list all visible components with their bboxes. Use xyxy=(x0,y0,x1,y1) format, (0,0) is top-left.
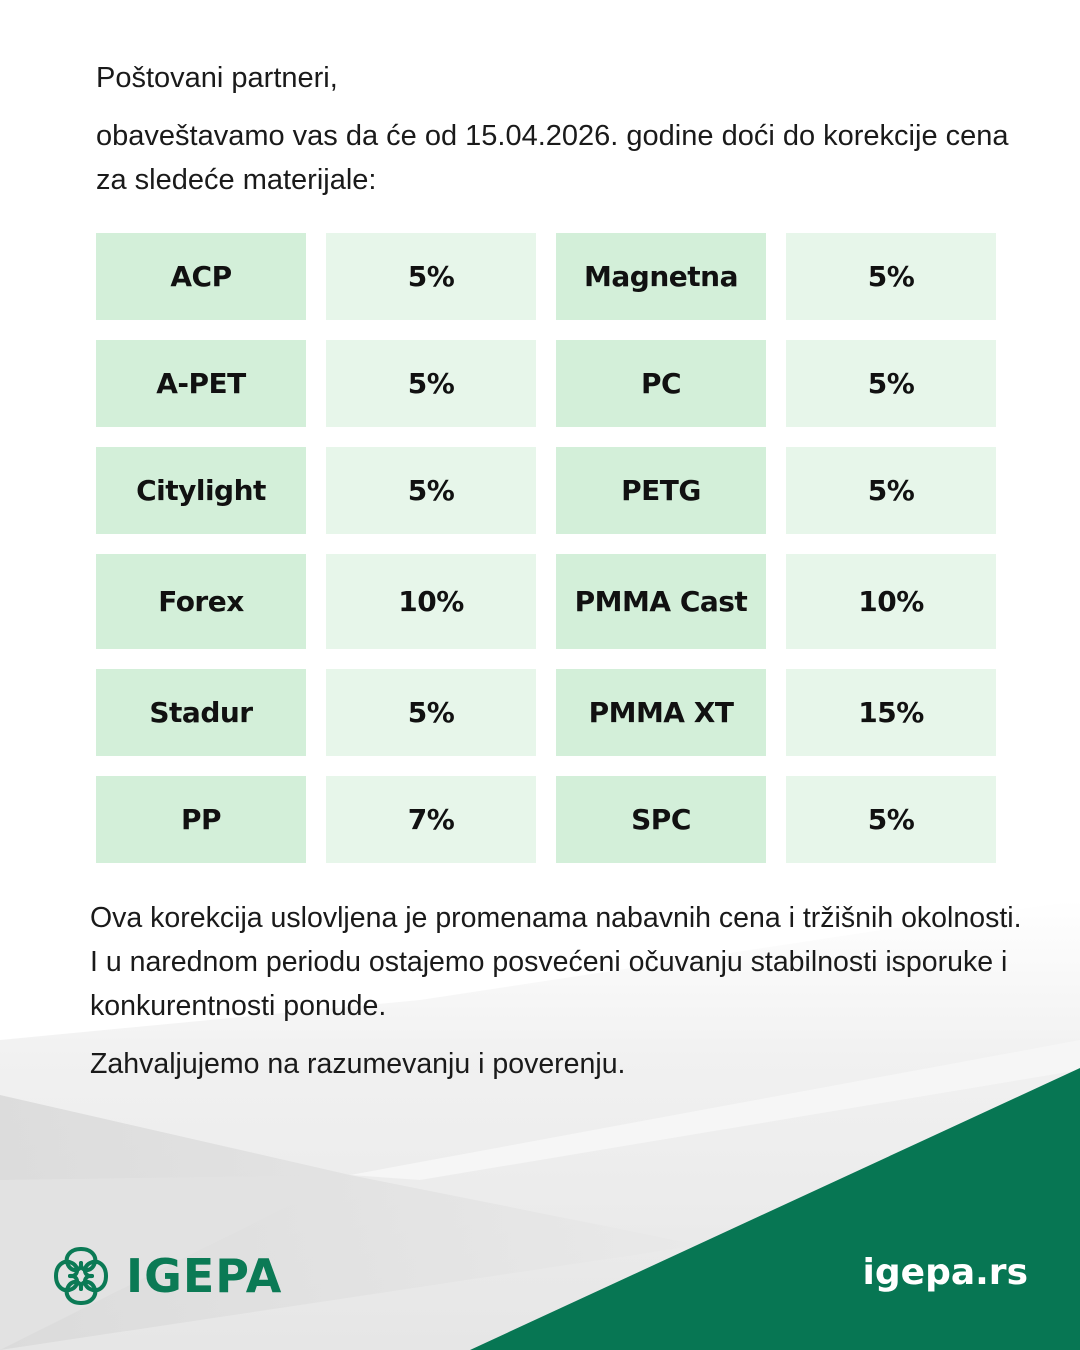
material-name: PMMA Cast xyxy=(556,554,766,649)
igepa-logo xyxy=(48,1243,282,1309)
material-percentage: 10% xyxy=(786,554,996,649)
website-link[interactable]: igepa.rs xyxy=(862,1252,1028,1293)
material-percentage: 5% xyxy=(326,340,536,427)
material-name: Citylight xyxy=(96,447,306,534)
intro-text xyxy=(96,56,1026,202)
material-percentage: 10% xyxy=(326,554,536,649)
material-percentage: 15% xyxy=(786,669,996,756)
material-percentage: 5% xyxy=(326,669,536,756)
material-name: ACP xyxy=(96,233,306,320)
material-name: PP xyxy=(96,776,306,863)
material-name: PC xyxy=(556,340,766,427)
intro-paragraph: obaveštavamo vas da će od 15.04.2026. godine doći do korekcije cena za sledeće materijale: xyxy=(96,120,1009,196)
thanks-line: Zahvaljujemo na razumevanju i poverenju. xyxy=(90,1048,626,1080)
material-name: Stadur xyxy=(96,669,306,756)
material-percentage: 5% xyxy=(786,447,996,534)
material-name: PMMA XT xyxy=(556,669,766,756)
material-percentage: 5% xyxy=(326,447,536,534)
material-name: Magnetna xyxy=(556,233,766,320)
logo-wordmark: IGEPA xyxy=(126,1249,283,1303)
material-name: SPC xyxy=(556,776,766,863)
material-name: Forex xyxy=(96,554,306,649)
material-name: A-PET xyxy=(96,340,306,427)
material-name: PETG xyxy=(556,447,766,534)
material-percentage: 5% xyxy=(786,233,996,320)
outro-paragraph: Ova korekcija uslovljena je promenama nabavnih cena i tržišnih okolnosti. I u narednom periodu ostajemo posvećeni očuvanju stabilnosti isporuke i konkurentnosti ponude. xyxy=(90,902,1022,1022)
material-percentage: 5% xyxy=(786,776,996,863)
material-percentage: 5% xyxy=(326,233,536,320)
material-percentage: 5% xyxy=(786,340,996,427)
greeting: Poštovani partneri, xyxy=(96,62,338,94)
igepa-knot-icon xyxy=(48,1243,114,1309)
outro-text xyxy=(90,896,1030,1086)
material-percentage: 7% xyxy=(326,776,536,863)
